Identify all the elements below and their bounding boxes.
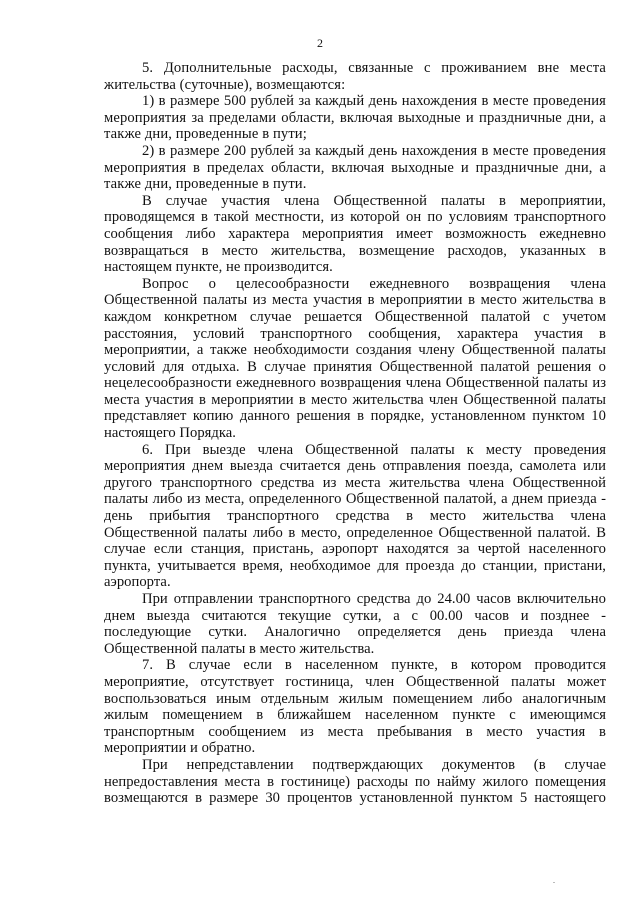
document-body (104, 60, 606, 807)
paragraph-daily-return: В случае участия члена Общественной палаты в мероприятии, проводящемся в такой местности, из которой он по условиям транспортного сообщения либо характера мероприятия имеет возможность ежедневно возвращаться в место жительства, возмещение расходов, указанных в настоящем пункте, не производится. (104, 192, 606, 276)
paragraph-7-no-documents: При непредставлении подтверждающих документов (в случае непредоставления места в гостинице) расходы по найму жилого помещения возмещаются в размере 30 процентов установленной пунктом 5 настоящего (104, 756, 606, 807)
paragraph-7-housing: 7. В случае если в населенном пункте, в котором проводится мероприятие, отсутствует гостиница, член Общественной палаты может воспользоваться иным отдельным жилым помещением либо аналогичным жилым помещением в ближайшем населенном пункте с имеющимся транспортным сообщением из места пребывания в место участия в мероприятии и обратно. (104, 657, 606, 757)
paragraph-5-intro: 5. Дополнительные расходы, связанные с проживанием вне места жительства (суточные), возмещаются: (104, 60, 606, 93)
paragraph-5-item-1: 1) в размере 500 рублей за каждый день нахождения в месте проведения мероприятия за пределами области, включая выходные и праздничные дни, а также дни, проведенные в пути; (104, 93, 606, 143)
paragraph-5-item-2: 2) в размере 200 рублей за каждый день нахождения в месте проведения мероприятия в пределах области, включая выходные и праздничные дни, а также дни, проведенные в пути. (104, 142, 606, 193)
paragraph-return-decision: Вопрос о целесообразности ежедневного возвращения члена Общественной палаты из места участия в мероприятии в место жительства в каждом конкретном случае решается Общественной палатой с учетом расстояния, условий транспортного сообщения, характера участия в мероприятии, а также необходимости создания члену Общественной палаты условий для отдыха. В случае принятия Общественной палатой решения о нецелесообразности ежедневного возвращения члена Общественной палаты из места участия в мероприятии в место жительства член Общественной палаты представляет копию данного решения в порядке, установленном пунктом 10 настоящего Порядка. (104, 275, 606, 442)
paragraph-6-departure: 6. При выезде члена Общественной палаты к месту проведения мероприятия днем выезда считается день отправления поезда, самолета или другого транспортного средства из места жительства члена Общественной палаты либо из места, определенного Общественной палатой, а днем приезда - день прибытия транспортного средства в место жительства члена Общественной палаты либо в место, определенное Общественной палатой. В случае если станция, пристань, аэропорт находятся за чертой населенного пункта, учитывается время, необходимое для проезда до станции, пристани, аэропорта. (104, 441, 606, 591)
paragraph-6-time: При отправлении транспортного средства до 24.00 часов включительно днем выезда считаются текущие сутки, а с 00.00 часов и позднее - последующие сутки. Аналогично определяется день приезда члена Общественной палаты в место жительства. (104, 591, 606, 657)
page-number: 2 (317, 36, 323, 50)
scan-speck (553, 882, 555, 883)
